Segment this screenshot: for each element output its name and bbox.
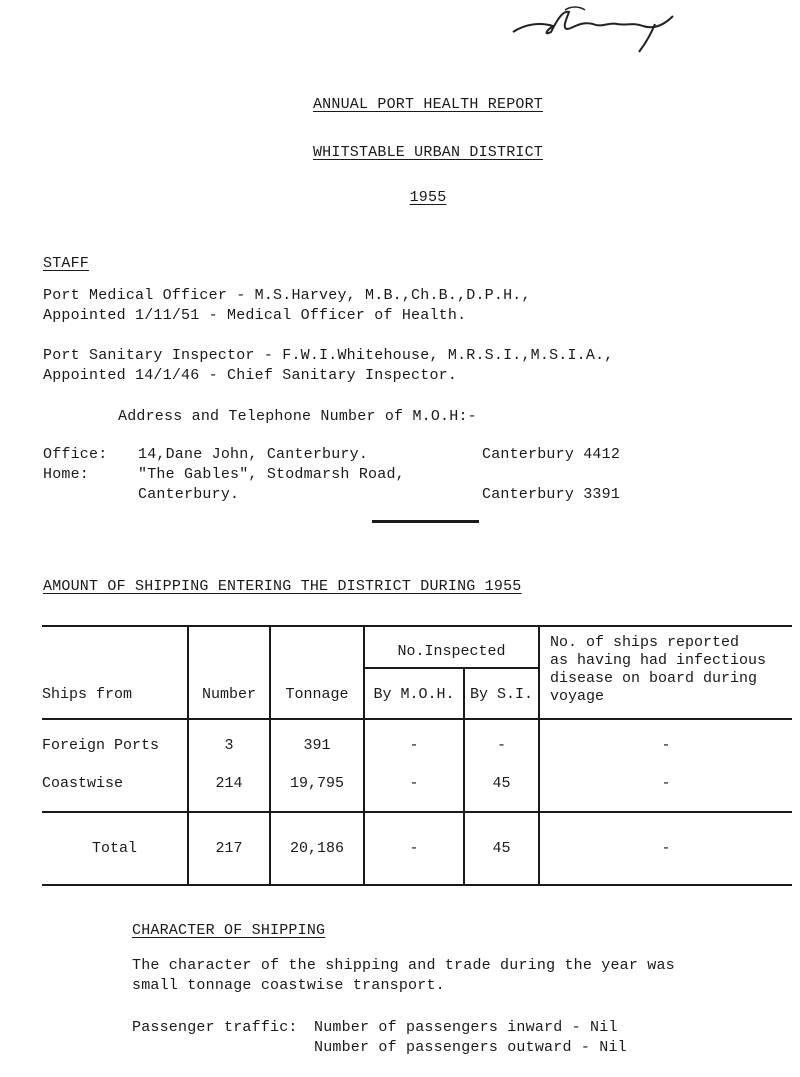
row-coastwise-from: Coastwise [42,775,124,792]
address-heading: Address and Telephone Number of M.O.H:- [118,408,477,425]
row-coastwise-reported: - [661,775,671,792]
home-address-line-2: Canterbury. [138,486,240,503]
table-border-bottom [42,884,792,886]
district-title: WHITSTABLE URBAN DISTRICT [312,144,544,161]
psi-line-2: Appointed 14/1/46 - Chief Sanitary Inspector. [43,367,458,384]
header-reported-line-4: voyage [550,688,605,705]
header-reported-line-1: No. of ships reported [550,634,740,651]
row-foreign-number: 3 [224,737,234,754]
header-no-inspected: No.Inspected [397,643,506,660]
passengers-inward: Number of passengers inward - Nil [314,1019,618,1036]
row-foreign-tonnage: 391 [303,737,331,754]
row-foreign-si: - [496,737,506,754]
row-foreign-reported: - [661,737,671,754]
row-foreign-from: Foreign Ports [42,737,160,754]
total-number: 217 [215,840,243,857]
office-address: 14,Dane John, Canterbury. [138,446,369,463]
character-text-line-1: The character of the shipping and trade during the year was [132,957,675,974]
row-coastwise-number: 214 [215,775,243,792]
row-coastwise-si: 45 [492,775,511,792]
row-coastwise-tonnage: 19,795 [289,775,344,792]
total-tonnage: 20,186 [289,840,344,857]
psi-line-1: Port Sanitary Inspector - F.W.I.Whitehouse, M.R.S.I.,M.S.I.A., [43,347,614,364]
passenger-label: Passenger traffic: [132,1019,298,1036]
header-ships-from: Ships from [42,686,133,703]
header-tonnage: Tonnage [285,686,349,703]
header-number: Number [201,686,256,703]
header-divider [42,718,792,720]
home-phone: Canterbury 3391 [482,486,621,503]
inspected-divider [363,667,540,669]
home-label: Home: [43,466,90,483]
handwritten-signature [505,2,680,54]
section-divider [372,520,479,523]
pmo-line-1: Port Medical Officer - M.S.Harvey, M.B.,Ch.B.,D.P.H., [43,287,531,304]
staff-heading: STAFF [43,255,90,272]
total-reported: - [661,840,671,857]
total-label: Total [91,840,137,857]
total-divider [42,811,792,813]
office-phone: Canterbury 4412 [482,446,621,463]
header-by-moh: By M.O.H. [373,686,455,703]
office-label: Office: [43,446,108,463]
header-reported-line-2: as having had infectious [550,652,767,669]
shipping-heading: AMOUNT OF SHIPPING ENTERING THE DISTRICT DURING 1955 [43,578,522,595]
row-foreign-moh: - [409,737,419,754]
report-title: ANNUAL PORT HEALTH REPORT [312,96,544,113]
pmo-line-2: Appointed 1/11/51 - Medical Officer of Health. [43,307,467,324]
passengers-outward: Number of passengers outward - Nil [314,1039,627,1056]
total-moh: - [409,840,419,857]
shipping-table [42,625,792,886]
total-si: 45 [492,840,511,857]
home-address-line-1: "The Gables", Stodmarsh Road, [138,466,405,483]
character-heading: CHARACTER OF SHIPPING [132,922,326,939]
character-text-line-2: small tonnage coastwise transport. [132,977,445,994]
header-by-si: By S.I. [469,686,533,703]
row-coastwise-moh: - [409,775,419,792]
header-reported-line-3: disease on board during [550,670,758,687]
report-year: 1955 [409,189,447,206]
table-border-top [42,625,792,627]
